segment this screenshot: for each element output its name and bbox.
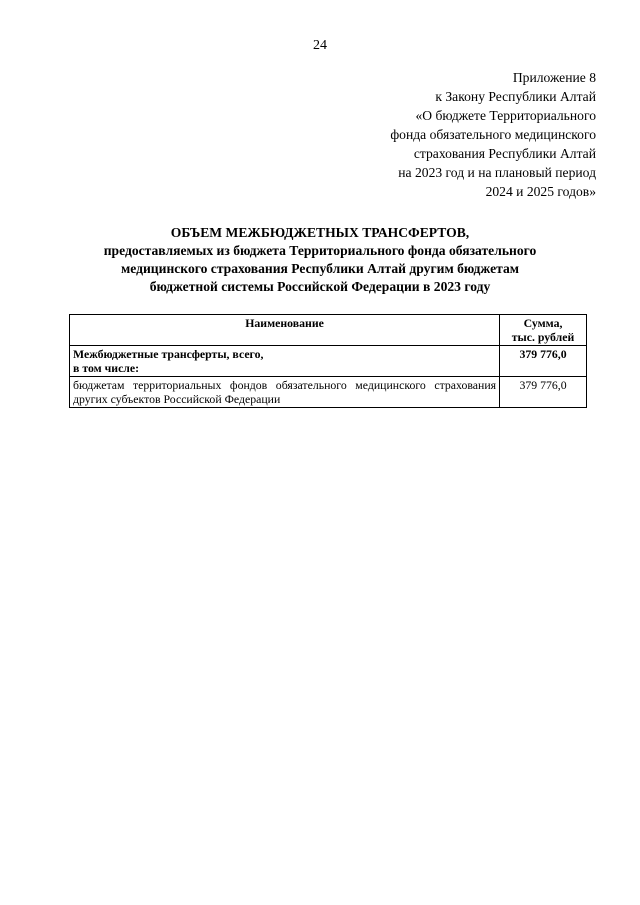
header-sum-label: Сумма, bbox=[523, 316, 563, 330]
appendix-line: страхования Республики Алтай bbox=[413, 146, 596, 161]
row-name-line: Межбюджетные трансферты, всего, bbox=[73, 347, 264, 361]
header-sum bbox=[500, 315, 587, 346]
table-row bbox=[70, 377, 587, 408]
appendix-line: к Закону Республики Алтай bbox=[435, 89, 596, 104]
row-sum: 379 776,0 bbox=[500, 346, 587, 377]
transfers-table bbox=[69, 314, 587, 408]
appendix-line: 2024 и 2025 годов» bbox=[485, 184, 596, 199]
page-number: 24 bbox=[313, 38, 327, 53]
title-line: медицинского страхования Республики Алтай другим бюджетам bbox=[120, 261, 520, 276]
header-name-label: Наименование bbox=[245, 316, 324, 330]
document-title bbox=[60, 224, 580, 296]
row-sum: 379 776,0 bbox=[500, 377, 587, 408]
row-name-line: в том числе: bbox=[73, 361, 140, 375]
header-name bbox=[70, 315, 500, 346]
title-line: ОБЪЕМ МЕЖБЮДЖЕТНЫХ ТРАНСФЕРТОВ, bbox=[170, 225, 470, 240]
table-header-row bbox=[70, 315, 587, 346]
appendix-line: фонда обязательного медицинского bbox=[390, 127, 596, 142]
appendix-reference bbox=[390, 68, 596, 201]
row-name bbox=[70, 346, 500, 377]
table-row bbox=[70, 346, 587, 377]
appendix-line: «О бюджете Территориального bbox=[415, 108, 596, 123]
appendix-line: Приложение 8 bbox=[512, 70, 596, 85]
title-line: бюджетной системы Российской Федерации в 2023 году bbox=[149, 279, 491, 294]
title-line: предоставляемых из бюджета Территориального фонда обязательного bbox=[103, 243, 537, 258]
appendix-line: на 2023 год и на плановый период bbox=[398, 165, 596, 180]
row-name: бюджетам территориальных фондов обязательного медицинского страхования других субъектов Российской Федерации bbox=[70, 377, 500, 408]
header-sum-unit: тыс. рублей bbox=[511, 330, 575, 344]
